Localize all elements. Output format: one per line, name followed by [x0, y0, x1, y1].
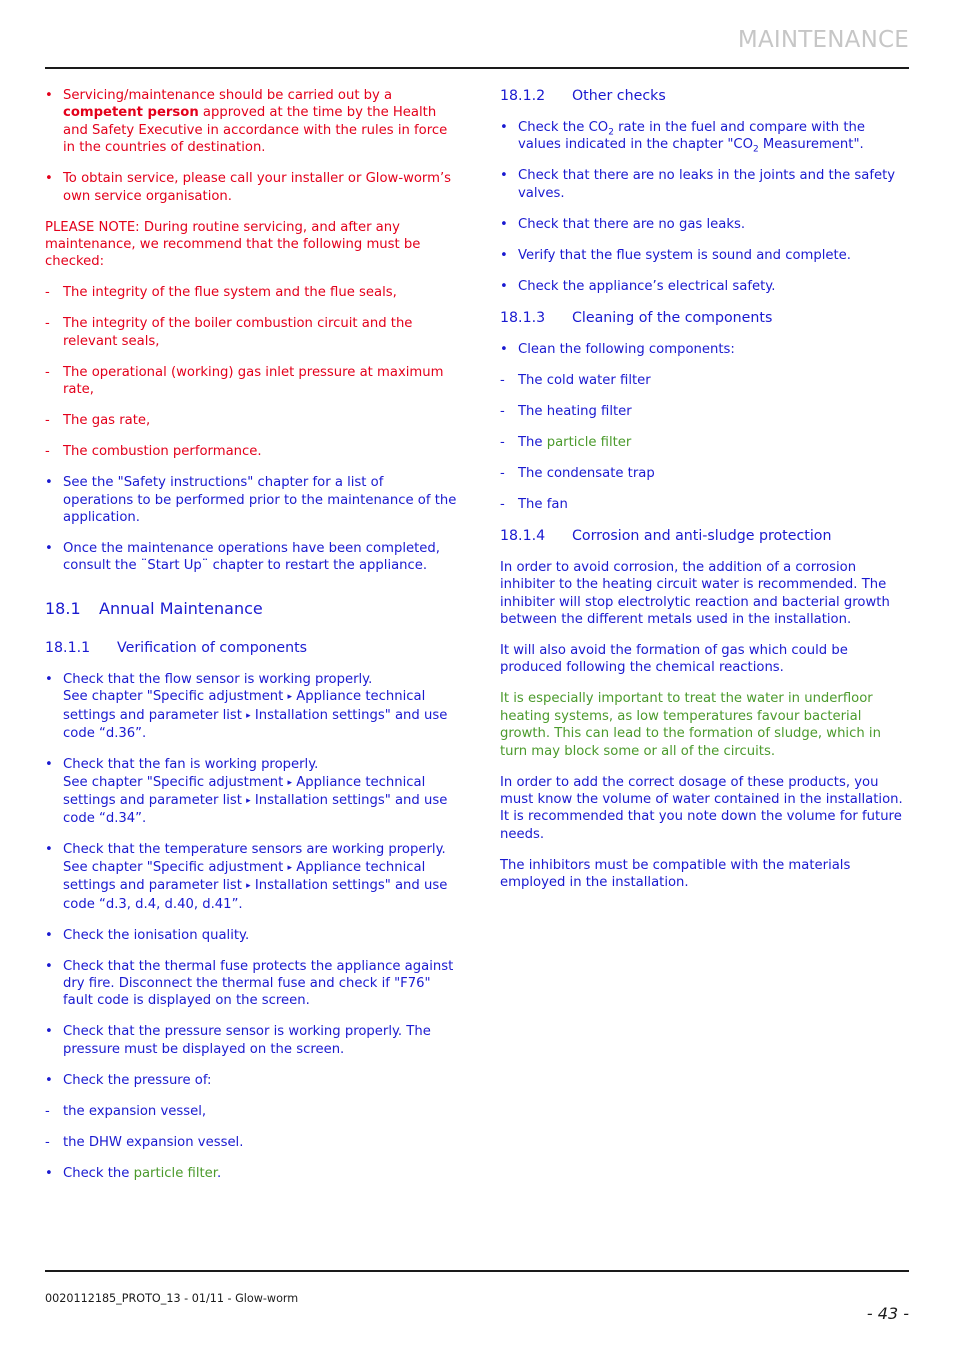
verify-item-heading: Check that the fan is working properly.: [63, 757, 319, 773]
dash-item: [500, 372, 910, 389]
bullet-text: Check that the pressure sensor is working properly. The pressure must be displayed on the screen.: [63, 1024, 431, 1057]
dash-text: The cold water filter: [518, 372, 651, 388]
dash-text: The integrity of the boiler combustion circuit and the relevant seals,: [63, 316, 413, 349]
other-check-item: [500, 216, 910, 233]
dash-text: The condensate trap: [518, 465, 655, 481]
arrow-right-icon: ▸: [287, 777, 293, 788]
section-number: 18.1.3: [500, 309, 546, 326]
dash-mark: -: [45, 444, 50, 460]
bullet-mark: •: [45, 958, 53, 974]
dash-text: The: [518, 434, 547, 450]
bullet-mark: •: [45, 475, 53, 491]
ref-text: See chapter "Specific adjustment: [63, 689, 288, 705]
section-number: 18.1.2: [500, 88, 546, 104]
bullet-text: Check the ionisation quality.: [63, 927, 250, 943]
corrosion-paragraph: It will also avoid the formation of gas which could be produced following the chemical reactions.: [500, 643, 848, 676]
ref-text: Installation settings" and use code “d.34”.: [63, 792, 448, 827]
ref-text: See chapter "Specific adjustment: [63, 774, 288, 790]
bullet-mark: •: [45, 1024, 53, 1040]
particle-filter-link[interactable]: particle filter: [133, 1165, 217, 1181]
bullet-text: .: [217, 1165, 222, 1181]
co2-check-item: [500, 119, 910, 154]
section-number: 18.1.4: [500, 527, 546, 544]
dash-item: [45, 364, 457, 399]
inhibitor-paragraph: The inhibitors must be compatible with the materials employed in the installation.: [500, 857, 851, 891]
dash-text: The fan: [518, 496, 568, 512]
ref-text: Appliance technical settings and parameter list: [63, 689, 426, 723]
section-heading-18-1-2: [500, 87, 910, 105]
bullet-text: Check the pressure of:: [63, 1072, 212, 1088]
bullet-text: Check that there are no gas leaks.: [518, 216, 746, 232]
bold-phrase: competent person: [63, 105, 199, 121]
subscript: 2: [608, 127, 614, 138]
bullet-mark: •: [45, 1165, 53, 1181]
verify-item-heading: Check that the temperature sensors are working properly.: [63, 842, 446, 858]
bullet-text: See the "Safety instructions" chapter for a list of operations to be performed prior to the maintenance of the application.: [63, 475, 457, 526]
arrow-right-icon: ▸: [246, 795, 251, 806]
dash-text: The operational (working) gas inlet pressure at maximum rate,: [63, 364, 444, 398]
verify-item: [45, 671, 457, 743]
bullet-text: Check that there are no leaks in the joints and the safety valves.: [518, 168, 896, 201]
section-title: Cleaning of the components: [572, 309, 773, 326]
particle-check-item: [45, 1165, 457, 1182]
bullet-text: Measurement".: [758, 137, 864, 153]
verify-item-reference: [63, 859, 457, 913]
ref-text: Appliance technical settings and parameter list: [63, 774, 426, 808]
dash-item: [500, 465, 910, 482]
dash-mark: -: [500, 434, 505, 450]
page-number: - 43 -: [866, 1304, 909, 1323]
verify-item-reference: [63, 688, 457, 742]
bullet-mark: •: [500, 341, 508, 357]
please-note-paragraph: PLEASE NOTE: During routine servicing, and after any maintenance, we recommend that the following must be checked:: [45, 219, 421, 270]
section-title: Annual Maintenance: [99, 598, 263, 618]
dash-text: The gas rate,: [63, 413, 151, 429]
particle-filter-link[interactable]: particle filter: [546, 434, 632, 450]
bullet-mark: •: [45, 1072, 53, 1088]
other-check-item: [500, 278, 910, 295]
dash-mark: -: [45, 364, 50, 380]
dosage-paragraph: In order to add the correct dosage of these products, you must know the volume of water contained in the installation. It is recommended that you note down the volume for future needs.: [500, 774, 903, 842]
bullet-mark: •: [500, 278, 508, 294]
bullet-mark: •: [45, 88, 53, 103]
verify-item-heading: Check that the flow sensor is working properly.: [63, 671, 373, 687]
right-column: [500, 87, 910, 905]
bullet-mark: •: [500, 168, 508, 184]
section-heading-18-1: [45, 599, 457, 619]
section-number: 18.1: [45, 598, 81, 618]
section-heading-18-1-3: [500, 309, 910, 327]
section-number: 18.1.1: [45, 639, 91, 656]
subscript: 2: [752, 145, 759, 156]
bullet-mark: •: [500, 247, 508, 263]
bullet-text: Check the CO: [518, 120, 609, 135]
arrow-right-icon: ▸: [287, 692, 293, 703]
arrow-right-icon: ▸: [287, 862, 293, 873]
pressure-sensor-item: [45, 1023, 457, 1058]
bullet-text: rate in the fuel and compare with the values indicated in the chapter "CO: [518, 120, 865, 153]
dash-item: [45, 1103, 457, 1120]
ref-text: See chapter "Specific adjustment: [63, 859, 288, 875]
bullet-text: Check that the thermal fuse protects the appliance against dry fire. Disconnect the thermal fuse and check if "F76" fault code is displayed on the screen.: [63, 958, 454, 1009]
section-title: Corrosion and anti-sludge protection: [572, 527, 832, 544]
bullet-mark: •: [500, 216, 508, 232]
bullet-text: Clean the following components:: [518, 341, 735, 357]
verify-item: [45, 756, 457, 828]
bullet-text: Check the appliance’s electrical safety.: [518, 278, 776, 294]
dash-text: the expansion vessel,: [63, 1103, 207, 1119]
bullet-mark: •: [45, 927, 53, 943]
verify-item-reference: [63, 774, 457, 828]
dash-mark: -: [45, 316, 50, 332]
blue-bullet-item: [45, 540, 457, 575]
arrow-right-icon: ▸: [246, 881, 251, 892]
dash-mark: -: [500, 372, 505, 388]
bullet-text: To obtain service, please call your installer or Glow-worm’s own service organisation.: [63, 171, 452, 204]
dash-mark: -: [45, 1103, 50, 1119]
bullet-text: Verify that the flue system is sound and complete.: [518, 247, 851, 263]
pressure-of-item: [45, 1072, 457, 1089]
section-title: Other checks: [572, 88, 666, 104]
dash-item: [500, 496, 910, 513]
bullet-mark: •: [45, 541, 53, 557]
dash-mark: -: [500, 496, 505, 512]
dash-text: The integrity of the flue system and the flue seals,: [63, 285, 397, 301]
ref-text: Installation settings" and use code “d.36”.: [63, 707, 448, 742]
arrow-right-icon: ▸: [246, 710, 251, 721]
dash-item: [45, 443, 457, 460]
clean-intro-item: [500, 341, 910, 358]
ref-text: Installation settings" and use code “d.3, d.4, d.40, d.41”.: [63, 878, 448, 912]
other-check-item: [500, 167, 910, 202]
dash-mark: -: [45, 413, 50, 429]
header-rule: [45, 67, 909, 69]
bullet-mark: •: [45, 842, 53, 858]
dash-text: The combustion performance.: [63, 444, 262, 460]
dash-item: [500, 434, 910, 451]
dash-mark: -: [45, 285, 50, 301]
thermal-fuse-item: [45, 958, 457, 1010]
left-column: [45, 87, 457, 1196]
ionisation-item: [45, 927, 457, 944]
bullet-text: Check the: [63, 1165, 134, 1181]
bullet-mark: •: [45, 671, 53, 687]
dash-item: [45, 284, 457, 301]
bullet-mark: •: [45, 757, 53, 773]
bullet-text: Servicing/maintenance should be carried out by a: [63, 88, 393, 103]
dash-text: the DHW expansion vessel.: [63, 1134, 244, 1150]
bullet-mark: •: [45, 171, 53, 187]
dash-mark: -: [500, 465, 505, 481]
blue-bullet-item: [45, 474, 457, 526]
dash-item: [45, 412, 457, 429]
dash-item: [45, 1134, 457, 1151]
section-title: Verification of components: [117, 639, 308, 656]
corrosion-paragraph: In order to avoid corrosion, the addition of a corrosion inhibiter to the heating circuit water is recommended. The inhibiter will stop electrolytic reaction and bacterial growth between the different metals used in the installation.: [500, 559, 890, 628]
dash-item: [45, 315, 457, 350]
red-bullet-item: [45, 87, 457, 157]
footer-doc-reference: 0020112185_PROTO_13 - 01/11 - Glow-worm: [45, 1292, 299, 1305]
page-header-title: MAINTENANCE: [737, 27, 909, 53]
bullet-mark: •: [500, 120, 508, 135]
other-check-item: [500, 247, 910, 264]
ref-text: Appliance technical settings and parameter list: [63, 859, 426, 894]
section-heading-18-1-1: [45, 639, 457, 657]
section-heading-18-1-4: [500, 527, 910, 545]
dash-mark: -: [45, 1134, 50, 1150]
bullet-text: Once the maintenance operations have been completed, consult the ¨Start Up¨ chapter to restart the appliance.: [63, 541, 440, 574]
underfloor-paragraph: It is especially important to treat the water in underfloor heating systems, as low temperatures favour bacterial growth. This can lead to the formation of sludge, which in turn may block some or all of the circuits.: [500, 691, 881, 759]
bullet-text: approved at the time by the Health and Safety Executive in accordance with the rules in force in the countries of destination.: [63, 105, 448, 156]
dash-mark: -: [500, 403, 505, 419]
verify-item: [45, 841, 457, 913]
dash-item: [500, 403, 910, 420]
dash-text: The heating filter: [518, 403, 632, 419]
red-bullet-item: [45, 170, 457, 205]
footer-rule: [45, 1270, 909, 1272]
